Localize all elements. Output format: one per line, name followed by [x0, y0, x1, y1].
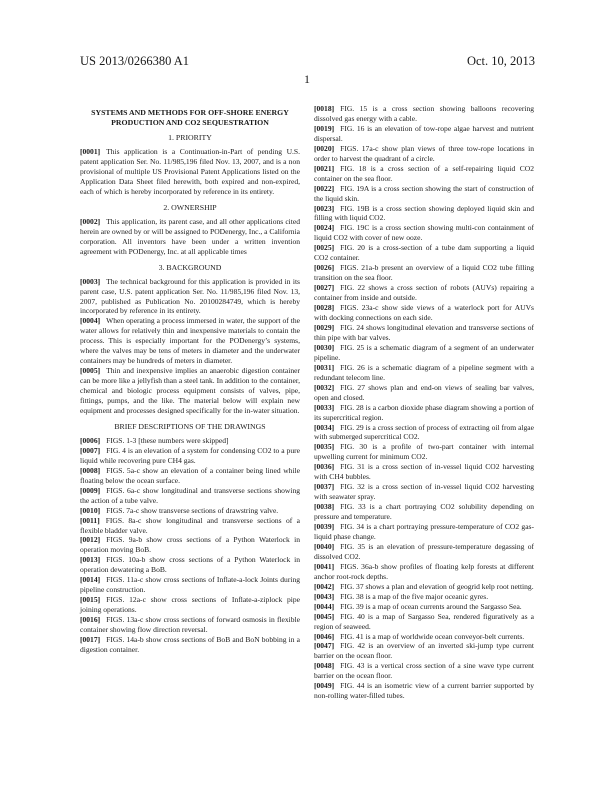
paragraph-text: FIGS. 21a-b present an overview of a liquid CO2 tube filling transition on the sea floor. — [314, 263, 534, 283]
paragraph-number: [0026] — [314, 263, 335, 273]
paragraph-text: FIG. 26 is a schematic diagram of a pipeline segment with a redundant telecom line. — [314, 362, 534, 382]
paragraph — [80, 516, 300, 536]
paragraph-number: [0049] — [314, 681, 335, 691]
paragraph-number: [0038] — [314, 502, 335, 512]
paragraph — [314, 522, 534, 542]
paragraph-number: [0033] — [314, 402, 335, 412]
paragraph-text: FIGS. 17a-c show plan views of three tow-rope locations in order to harvest the quadrant of a circle. — [314, 143, 534, 163]
paragraph-text: FIG. 34 is a chart portraying pressure-temperature of CO2 gas-liquid phase change. — [314, 522, 534, 541]
paragraph-text: FIGS. 23a-c show side views of a waterlock port for AUVs with docking connections on each side. — [314, 303, 534, 323]
paragraph-number: [0021] — [314, 163, 335, 173]
document-title: SYSTEMS AND METHODS FOR OFF-SHORE ENERGY PRODUCTION AND CO2 SEQUESTRATION — [91, 108, 289, 127]
paragraph — [80, 466, 300, 486]
section-heading: 2. OWNERSHIP — [163, 202, 217, 212]
paragraph — [314, 243, 534, 263]
paragraph-text: FIGS. 7a-c show transverse sections of drawstring valve. — [106, 505, 279, 515]
paragraph — [314, 612, 534, 632]
paragraph — [314, 592, 534, 602]
paragraph — [80, 316, 300, 366]
paragraph — [314, 423, 534, 443]
paragraph — [314, 542, 534, 562]
paragraph-text: FIGS. 8a-c show longitudinal and transverse sections of a flexible bladder valve. — [80, 515, 300, 535]
paragraph-text: FIG. 27 shows plan and end-on views of sealing bar valves, open and closed. — [314, 382, 534, 402]
paragraph-number: [0019] — [314, 123, 335, 133]
right-column — [314, 104, 534, 701]
paragraph — [314, 403, 534, 423]
paragraph-text: This application is a Continuation-in-Part of pending U.S. patent application Ser. No. 11/985,196 filed Nov. 13, 2007, and is a non provisional of multiple US Provisional Patent Applications listed on the Application Data Sheet filed herewith, both expired and non-expired, each of which is hereby incorporated by reference in its entirety. — [80, 147, 300, 196]
paragraph-text: FIGS. 36a-b show profiles of floating kelp forests at different anchor root-rock depths. — [314, 561, 534, 581]
paragraph-number: [0037] — [314, 482, 335, 492]
paragraph — [80, 575, 300, 595]
paragraph — [80, 446, 300, 466]
paragraph-text: FIG. 18 is a cross section of a self-repairing liquid CO2 container on the sea floor. — [314, 163, 534, 183]
paragraph-number: [0025] — [314, 243, 335, 253]
paragraph-number: [0001] — [80, 147, 101, 157]
paragraph-text: FIG. 30 is a profile of two-part container with internal upwelling current for minimum CO2. — [314, 442, 534, 462]
paragraph — [80, 535, 300, 555]
paragraph — [314, 204, 534, 224]
paragraph — [314, 343, 534, 363]
paragraph-text: FIG. 25 is a schematic diagram of a segment of an underwater pipeline. — [314, 342, 534, 362]
paragraph — [314, 303, 534, 323]
paragraph-text: FIG. 44 is an isometric view of a current barrier supported by non-rolling water-filled tubes. — [314, 681, 534, 701]
paragraph-number: [0042] — [314, 581, 335, 591]
paragraph — [314, 482, 534, 502]
paragraph-number: [0012] — [80, 535, 101, 545]
paragraph-text: FIGS. 12a-c show cross sections of Inflate-a-ziplock pipe joining operations. — [80, 595, 300, 615]
paragraph-number: [0044] — [314, 601, 335, 611]
paragraph-text: This application, its parent case, and all other applications cited herein are owned by or will be assigned to PODenergy, Inc., a California corporation. All inventors have been under a written invention agreement with PODenergy, Inc. at all applicable times — [80, 216, 300, 256]
paragraph-number: [0009] — [80, 485, 101, 495]
paragraph-text: FIG. 39 is a map of ocean currents around the Sargasso Sea. — [340, 601, 522, 611]
paragraph — [314, 124, 534, 144]
paragraph — [314, 661, 534, 681]
paragraph-text: FIG. 19A is a cross section showing the start of construction of the liquid skin. — [314, 183, 534, 203]
paragraph-text: FIG. 37 shows a plan and elevation of geogrid kelp root netting. — [340, 581, 534, 591]
paragraph — [80, 486, 300, 506]
publication-date: Oct. 10, 2013 — [466, 54, 535, 68]
paragraph-text: FIG. 33 is a chart portraying CO2 solubility depending on pressure and temperature. — [314, 502, 534, 522]
paragraph — [314, 144, 534, 164]
paragraph-number: [0032] — [314, 382, 335, 392]
paragraph-text: FIGS. 9a-b show cross sections of a Python Waterlock in operation moving BoB. — [80, 535, 300, 555]
paragraph-text: FIG. 42 is an overview of an inverted ski-jump type current barrier on the ocean floor. — [314, 641, 534, 661]
paragraph — [80, 217, 300, 257]
paragraph-number: [0020] — [314, 143, 335, 153]
paragraph-number: [0004] — [80, 316, 101, 326]
paragraph-number: [0039] — [314, 522, 335, 532]
paragraph — [80, 147, 300, 197]
paragraph-text: FIGS. 10a-b show cross sections of a Python Waterlock in operation dewatering a BoB. — [80, 555, 300, 575]
paragraph-text: FIG. 35 is an elevation of pressure-temperature degassing of dissolved CO2. — [314, 541, 534, 561]
paragraph-number: [0005] — [80, 366, 101, 376]
paragraph — [314, 632, 534, 642]
section-heading: 1. PRIORITY — [168, 133, 212, 143]
paragraph-number: [0029] — [314, 322, 335, 332]
paragraph-text: The technical background for this application is provided in its parent case, U.S. patent application Ser. No. 11/985,196 filed Nov. 13, 2007, published as Publication No. 20100284749, which is hereby incorporated by reference in its entirety. — [80, 276, 300, 316]
paragraph — [314, 164, 534, 184]
paragraph-text: FIG. 19B is a cross section showing deployed liquid skin and filling with liquid CO2. — [314, 203, 534, 223]
paragraph-number: [0016] — [80, 615, 101, 625]
paragraph — [314, 502, 534, 522]
paragraph-number: [0045] — [314, 611, 335, 621]
paragraph-text: Thin and inexpensive implies an anaerobic digestion container can be more like a jellyfish than a steel tank. In addition to the container, chemical and biologic process equipment consists of valves, pipe, fittings, pumps, and the like. The material below will explain new equipment and processes designed specifically for the in-water situation. — [80, 366, 300, 416]
paragraph-number: [0023] — [314, 203, 335, 213]
paragraph-number: [0002] — [80, 216, 101, 226]
paragraph — [314, 602, 534, 612]
paragraph-number: [0036] — [314, 462, 335, 472]
paragraph — [314, 263, 534, 283]
paragraph-number: [0028] — [314, 303, 335, 313]
paragraph-number: [0003] — [80, 276, 101, 286]
paragraph-text: FIGS. 6a-c show longitudinal and transverse sections showing the action of a tube valve. — [80, 485, 300, 505]
paragraph — [314, 323, 534, 343]
paragraph-text: FIG. 24 shows longitudinal elevation and transverse sections of thin pipe with bar valves. — [314, 322, 534, 342]
paragraph — [314, 283, 534, 303]
paragraph-number: [0034] — [314, 422, 335, 432]
section-heading: 3. BACKGROUND — [158, 262, 222, 272]
paragraph-text: When operating a process immersed in water, the support of the water allows for relatively thin and inexpensive materials to contain the process. This is especially important for the PODenergy’s systems, where the valves may be tens of meters in diameter and the underwater containers may be hundreds of meters in diameter. — [80, 316, 300, 366]
paragraph — [314, 223, 534, 243]
paragraph-text: FIG. 15 is a cross section showing balloons recovering dissolved gas energy with a cable. — [314, 104, 534, 123]
paragraph-number: [0041] — [314, 561, 335, 571]
paragraph-text: FIG. 32 is a cross section of in-vessel liquid CO2 harvesting with seawater spray. — [314, 482, 534, 502]
paragraph-number: [0007] — [80, 445, 101, 455]
paragraph-text: FIGS. 13a-c show cross sections of forward osmosis in flexible container showing flow direction reversal. — [80, 615, 300, 635]
paragraph-number: [0017] — [80, 634, 101, 644]
paragraph — [80, 595, 300, 615]
paragraph — [314, 562, 534, 582]
publication-number: US 2013/0266380 A1 — [80, 54, 190, 68]
paragraph-number: [0013] — [80, 555, 101, 565]
paragraph-text: FIG. 38 is a map of the five major oceanic gyres. — [340, 591, 489, 601]
paragraph-number: [0022] — [314, 183, 335, 193]
paragraph — [314, 104, 534, 124]
paragraph-number: [0040] — [314, 541, 335, 551]
paragraph — [80, 615, 300, 635]
paragraph-number: [0047] — [314, 641, 335, 651]
left-column — [80, 104, 300, 655]
paragraph-number: [0024] — [314, 223, 335, 233]
paragraph-number: [0027] — [314, 283, 335, 293]
paragraph — [314, 582, 534, 592]
paragraph-number: [0046] — [314, 631, 335, 641]
paragraph-text: FIGS. 1-3 [these numbers were skipped] — [106, 435, 229, 445]
paragraph-number: [0015] — [80, 595, 101, 605]
paragraph-text: FIG. 22 shows a cross section of robots (AUVs) repairing a container from inside and outside. — [314, 283, 534, 303]
paragraph-text: FIG. 41 is a map of worldwide ocean conveyor-belt currents. — [340, 631, 525, 641]
paragraph — [314, 383, 534, 403]
page-number: 1 — [304, 72, 310, 86]
paragraph-number: [0008] — [80, 465, 101, 475]
paragraph — [314, 442, 534, 462]
paragraph-number: [0018] — [314, 104, 335, 113]
paragraph-number: [0010] — [80, 505, 101, 515]
paragraph — [80, 555, 300, 575]
paragraph-number: [0043] — [314, 591, 335, 601]
paragraph-number: [0006] — [80, 435, 101, 445]
paragraph — [314, 363, 534, 383]
paragraph — [80, 436, 300, 446]
paragraph — [80, 635, 300, 655]
paragraph — [80, 366, 300, 416]
paragraph — [314, 641, 534, 661]
paragraph-text: FIG. 31 is a cross section of in-vessel liquid CO2 harvesting with CH4 bubbles. — [314, 462, 534, 482]
paragraph-text: FIG. 29 is a cross section of process of extracting oil from algae with submerged supercritical CO2. — [314, 422, 534, 442]
paragraph — [314, 681, 534, 701]
paragraph-number: [0035] — [314, 442, 335, 452]
paragraph-text: FIGS. 5a-c show an elevation of a container being lined while floating below the ocean surface. — [80, 465, 300, 485]
paragraph-text: FIG. 16 is an elevation of tow-rope algae harvest and nutrient dispersal. — [314, 123, 534, 143]
paragraph-text: FIG. 40 is a map of Sargasso Sea, rendered figuratively as a region of seaweed. — [314, 611, 534, 631]
paragraph-text: FIG. 19C is a cross section showing multi-con containment of liquid CO2 with cover of new ooze. — [314, 223, 534, 243]
paragraph — [80, 277, 300, 317]
paragraph-text: FIG. 20 is a cross-section of a tube dam supporting a liquid CO2 container. — [314, 243, 534, 263]
paragraph-number: [0014] — [80, 575, 101, 585]
paragraph-number: [0048] — [314, 661, 335, 671]
paragraph-text: FIG. 28 is a carbon dioxide phase diagram showing a portion of its supercritical region. — [314, 402, 534, 422]
paragraph-number: [0011] — [80, 515, 100, 525]
paragraph — [80, 506, 300, 516]
paragraph-text: FIGS. 11a-c show cross sections of Inflate-a-lock Joints during pipeline construction. — [80, 575, 300, 595]
section-heading: BRIEF DESCRIPTIONS OF THE DRAWINGS — [114, 421, 266, 431]
paragraph — [314, 462, 534, 482]
paragraph-text: FIGS. 14a-b show cross sections of BoB and BoN bobbing in a digestion container. — [80, 634, 300, 654]
paragraph — [314, 184, 534, 204]
paragraph-text: FIG. 43 is a vertical cross section of a sine wave type current barrier on the ocean floor. — [314, 661, 534, 681]
paragraph-number: [0031] — [314, 362, 335, 372]
paragraph-text: FIG. 4 is an elevation of a system for condensing CO2 to a pure liquid while recovering pure CH4 gas. — [80, 445, 300, 465]
paragraph-number: [0030] — [314, 342, 335, 352]
